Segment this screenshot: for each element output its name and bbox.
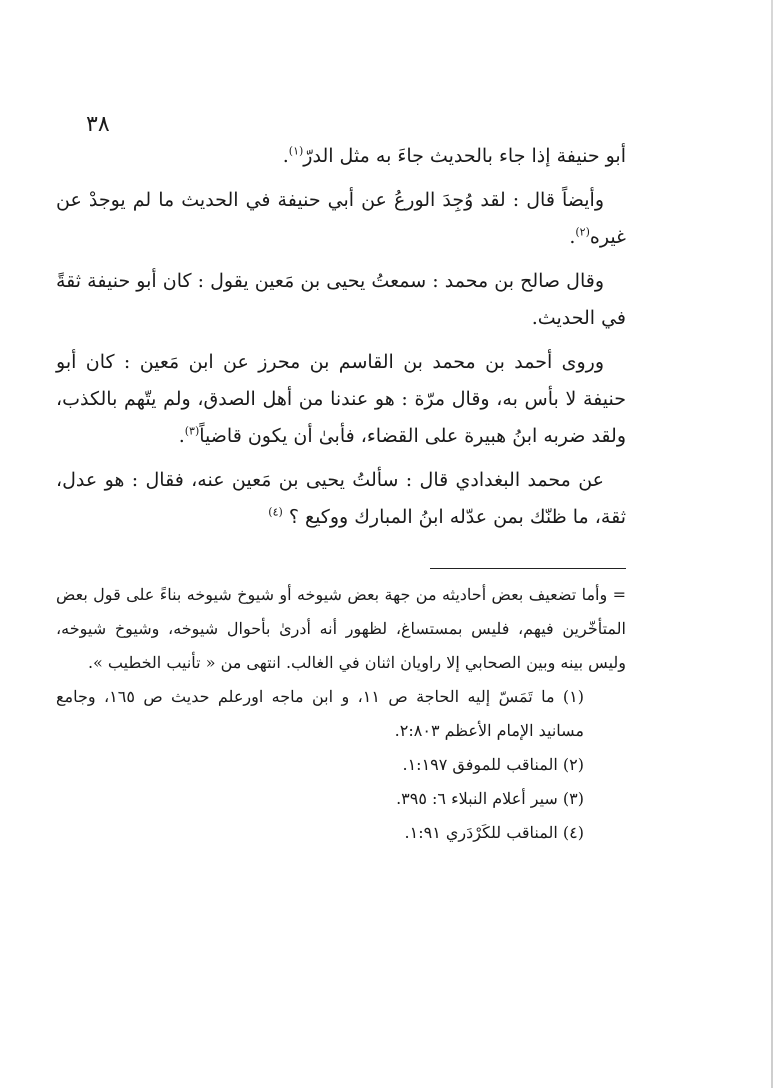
footnote-ref-2[interactable]: (٢) xyxy=(575,225,590,239)
paragraph-2: وأيضاً قال : لقد وُجِدَ الورعُ عن أبي حنيفة في الحديث ما لم يوجدْ عن غيره$^{(٢)}$. xyxy=(56,189,626,248)
paragraph-4: وروى أحمد بن محمد بن القاسم بن محرز عن ابن مَعين : كان أبو حنيفة لا بأس به، وقال مرّة : هو عندنا من أهل الصدق، ولم يتّهم بالكذب، ولقد ضربه ابنُ هبيرة على القضاء، فأبىٰ أن يكون قاضياً$^{(٣)}$. xyxy=(56,351,626,447)
paragraph-3: وقال صالح بن محمد : سمعتُ يحيى بن مَعين يقول : كان أبو حنيفة ثقةً في الحديث. xyxy=(56,270,626,329)
footnote-continuation: = وأما تضعيف بعض أحاديثه من جهة بعض شيوخه أو شيوخ شيوخه بناءً على قول بعض المتأخّرين فيهم، فليس بمستساغ، لظهور أنه أدرىٰ بأحوال شيوخه، وشيوخ شيوخه، وليس بينه وبين الصحابي إلا راويان اثنان في الغالب. انتهى من « تأنيب الخطيب ». xyxy=(56,585,626,672)
paragraph-5: عن محمد البغدادي قال : سألتُ يحيى بن مَعين عنه، فقال : هو عدل، ثقة، ما ظنّك بمن عدّله ابنُ المبارك ووكيع ؟ $^{(٤)}$ xyxy=(56,469,626,528)
footnote-2: (٢) المناقب للموفق ١:١٩٧. xyxy=(402,755,584,774)
page-number: ٣٨ xyxy=(86,112,110,137)
footnote-ref-1[interactable]: (١) xyxy=(288,144,304,158)
footnote-ref-4[interactable]: (٤) xyxy=(268,505,283,519)
footnotes xyxy=(56,578,626,850)
footnote-divider xyxy=(430,568,626,569)
paragraph-1: أبو حنيفة إذا جاء بالحديث جاءَ به مثل الدرّ$^{(١)}$. xyxy=(282,144,626,167)
footnote-4: (٤) المناقب للكَرْدَري ١:٩١. xyxy=(404,823,584,842)
main-text xyxy=(56,138,626,543)
footnote-ref-3[interactable]: (٣) xyxy=(184,424,200,438)
footnote-3: (٣) سير أعلام النبلاء ٦: ٣٩٥. xyxy=(396,789,584,808)
footnote-1: (١) ما تَمَسّ إليه الحاجة ص ١١، و ابن ماجه اورعلم حديث ص ١٦٥، وجامع مسانيد الإمام الأعظم ٢:٨٠٣. xyxy=(56,687,584,740)
page-edge-shadow xyxy=(771,0,773,1088)
